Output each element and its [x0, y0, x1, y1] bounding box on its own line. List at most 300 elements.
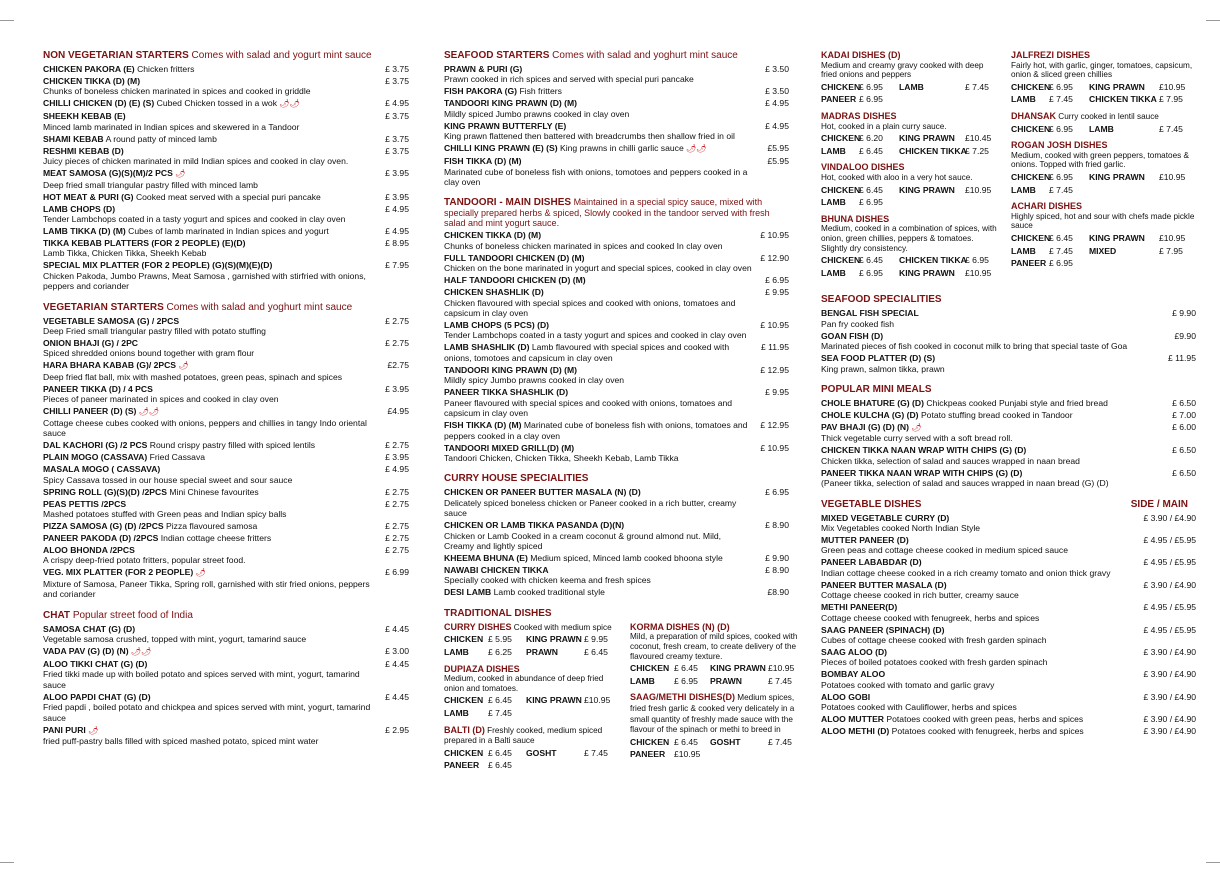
menu-item — [43, 260, 409, 291]
item-name: ALOO TIKKI CHAT (G) (D) — [43, 658, 148, 669]
item-inline-desc: Round crispy pastry filled with spiced lentils — [149, 440, 316, 451]
menu-item — [444, 553, 789, 563]
item-name: MUTTER PANEER (D) — [821, 534, 909, 545]
item-name: CHILLI CHICKEN (D) (E) (S) — [43, 98, 155, 109]
item-name: PEAS PETTIS /2PCS — [43, 498, 127, 509]
dish-variant — [899, 94, 965, 105]
dish-price: £10.95 — [1159, 171, 1186, 182]
dish-price: £10.95 — [584, 695, 611, 706]
item-desc: Deep Fried small triangular pastry filled with potato stuffing — [43, 326, 266, 337]
item-price: £ 9.95 — [765, 287, 789, 298]
dish-price: £ 6.95 — [1049, 123, 1073, 134]
item-price: £ 9.90 — [1172, 308, 1196, 319]
dish-title: MADRAS DISHES — [821, 110, 897, 121]
item-name: CHICKEN TIKKA (D) (M) — [43, 76, 141, 86]
dish-variant: PRAWN — [526, 646, 558, 657]
item-desc: fried puff-pastry balls filled with spiced mashed potato, spiced mint water — [43, 735, 319, 746]
menu-item — [821, 398, 1196, 408]
menu-item — [444, 342, 789, 363]
item-inline-desc: Cubed Chicken tossed in a wok 🌶🌶 — [156, 98, 300, 109]
item-name: TANDOORI KING PRAWN (D) (M) — [444, 364, 578, 375]
dish-variant — [710, 749, 768, 760]
item-name: ALOO GOBI — [821, 691, 871, 702]
item-name: LAMB CHOPS (D) — [43, 203, 116, 214]
item-name: HARA BHARA KABAB (G)/ 2PCS — [43, 360, 177, 371]
item-name: MIXED VEGETABLE CURRY (D) — [821, 512, 950, 523]
dish-variant: KING PRAWN — [899, 267, 955, 278]
item-desc: Minced lamb marinated in Indian spices and skewered in a Tandoor — [43, 121, 300, 132]
item-price: £ 2.75 — [385, 338, 409, 349]
dish-variant: CHICKEN — [1011, 232, 1051, 243]
menu-item — [821, 308, 1196, 329]
traditional-right — [630, 622, 800, 777]
chilli-icon: 🌶 — [279, 99, 290, 109]
item-inline-desc — [909, 422, 922, 432]
item-desc: Vegetable samosa crushed, topped with mint, yogurt, tamarind sauce — [43, 633, 307, 644]
menu-item — [821, 557, 1196, 578]
menu-item — [43, 64, 409, 74]
item-price: £ 2.75 — [385, 532, 409, 543]
chilli-icon: 🌶 — [131, 646, 142, 656]
dish-block — [1011, 140, 1196, 195]
item-desc: King prawn flattened then battered with breadcrumbs then shallow fried in oil — [444, 131, 735, 142]
dish-variant: KING PRAWN — [1089, 171, 1145, 182]
item-inline-desc: Lamb flavoured with special spices and cooked with onions, tomotoes and capsicum in clay oven — [444, 342, 730, 363]
dish-price: £ 6.95 — [859, 197, 883, 208]
item-price: £ 9.90 — [765, 552, 789, 563]
menu-item — [821, 331, 1196, 352]
item-desc: Potatoes cooked with Cauliflower, herbs and spices — [821, 702, 1017, 713]
dish-price-row — [1011, 258, 1196, 269]
item-name: RESHMI KEBAB (D) — [43, 145, 124, 156]
dish-variant — [526, 760, 584, 771]
item-name: ALOO METHI (D) — [821, 726, 890, 737]
item-name: PAV BHAJI (G) (D) (N) — [821, 421, 909, 432]
item-desc: Marinated pieces of fish cooked in coconut milk to bring that special taste of Goa — [821, 341, 1128, 352]
item-desc: Prawn cooked in rich spices and served with special puri pancake — [444, 74, 694, 85]
menu-item — [821, 647, 1196, 668]
dish-variant: PANEER — [821, 94, 857, 105]
menu-item — [43, 646, 409, 657]
dish-variant: PANEER — [1011, 258, 1047, 269]
dish-variant: LAMB — [821, 197, 846, 208]
item-inline-desc — [129, 646, 152, 656]
item-name: VEGETABLE SAMOSA (G) / 2PCS — [43, 315, 180, 326]
dish-price: £ 6.25 — [488, 646, 512, 657]
item-price: £ 3.75 — [385, 76, 409, 86]
menu-item — [444, 287, 789, 318]
dish-price — [965, 197, 999, 208]
dish-price-row — [821, 146, 999, 157]
dish-variant: KING PRAWN — [710, 663, 766, 674]
item-price: £ 3.75 — [385, 64, 409, 74]
item-name: CHICKEN SHASHLIK (D) — [444, 287, 544, 298]
item-name: FISH TIKKA (D) (M) — [444, 156, 522, 167]
column-1 — [43, 50, 409, 746]
dish-variant: CHICKEN — [444, 634, 484, 645]
item-price: £ 3.75 — [385, 133, 409, 144]
item-desc: Cottage cheese cooked in rich butter, creamy sauce — [821, 590, 1019, 601]
item-price: £8.90 — [767, 587, 789, 598]
item-name: PANI PURI — [43, 724, 86, 735]
dish-variant — [1089, 185, 1159, 196]
item-price: £ 3.90 / £4.90 — [1143, 714, 1196, 725]
item-name: FISH TIKKA (D) (M) — [444, 420, 522, 431]
dish-note: Mild, a preparation of mild spices, cooked with coconut, fresh cream, to create delivery of the flavoured creamy texture. — [630, 632, 798, 661]
dish-price-row — [821, 94, 999, 105]
item-price: £ 2.75 — [385, 440, 409, 451]
dish-variant: CHICKEN — [821, 255, 861, 266]
dish-price: £10.95 — [1159, 232, 1186, 243]
item-desc: Chicken on the bone marinated in yogurt and special spices, cooked in clay oven — [444, 263, 752, 274]
dish-price: £ 6.95 — [1049, 258, 1073, 269]
item-desc: (Paneer tikka, selection of salad and sauces wrapped in naan bread (G) (D) — [821, 478, 1109, 489]
item-desc: Mix Vegetables cooked North Indian Style — [821, 522, 981, 533]
dish-price — [584, 708, 616, 719]
dish-variant: CHICKEN — [821, 184, 861, 195]
dish-block — [1011, 111, 1196, 134]
item-price: £ 12.95 — [760, 364, 789, 375]
dish-block — [1011, 201, 1196, 269]
item-price: £4.95 — [387, 406, 409, 417]
item-price: £ 2.75 — [385, 486, 409, 497]
item-price: £ 3.95 — [385, 452, 409, 463]
item-inline-desc: Potatoes cooked with fenugreek, herbs and spices — [891, 726, 1084, 737]
dish-price-row — [444, 634, 616, 645]
dish-note: Medium, cooked with green peppers, tomatoes & onions. Topped with fried garlic. — [1011, 150, 1189, 170]
item-name: KHEEMA BHUNA (E) — [444, 552, 528, 563]
dish-block — [444, 622, 616, 658]
item-name: SEA FOOD PLATTER (D) (S) — [821, 353, 936, 364]
menu-item — [444, 275, 789, 285]
item-name: CHICKEN TIKKA (D) (M) — [444, 230, 542, 241]
dish-price: £ 5.95 — [488, 634, 512, 645]
side-main-label: SIDE / MAIN — [1130, 498, 1188, 510]
curry-dishes-left — [821, 50, 999, 284]
dish-price — [965, 94, 999, 105]
section-title: SEAFOOD SPECIALITIES — [821, 294, 942, 306]
dish-price-row — [821, 197, 999, 208]
item-inline-desc: Fried Cassava — [149, 452, 206, 463]
dish-price-row — [1011, 82, 1196, 93]
item-name: CHOLE KULCHA (G) (D) — [821, 409, 919, 420]
item-desc: Tender Lambchops coated in a tasty yogurt and spices and cooked in clay oven — [444, 330, 747, 341]
item-inline-desc: A round patty of minced lamb — [105, 133, 217, 144]
chilli-icon: 🌶 — [178, 361, 189, 371]
item-price: £ 6.99 — [385, 567, 409, 578]
item-price: £ 4.45 — [385, 623, 409, 634]
menu-item — [821, 726, 1196, 736]
menu-item — [821, 410, 1196, 420]
item-price: £ 3.90 / £4.90 — [1143, 726, 1196, 737]
menu-item — [43, 533, 409, 543]
dish-title: ROGAN JOSH DISHES — [1011, 140, 1108, 151]
section-nonveg — [43, 50, 409, 292]
item-inline-desc: Mini Chinese favourites — [169, 486, 259, 497]
item-name: SPECIAL MIX PLATTER (FOR 2 PEOPLE) (G)(S)(M)(E)(D) — [43, 260, 273, 271]
item-name: BENGAL FISH SPECIAL — [821, 308, 919, 319]
dish-price: £ 6.45 — [674, 663, 698, 674]
item-price: £5.95 — [767, 156, 789, 167]
chilli-icon: 🌶 — [911, 422, 922, 432]
menu-item — [43, 406, 409, 438]
dish-note: Fairly hot, with garlic, ginger, tomatoes, capsicum, onion & sliced green chillies — [1011, 60, 1193, 80]
item-price: £ 3.90 / £4.90 — [1143, 512, 1196, 523]
item-price: £ 4.95 / £5.95 — [1143, 534, 1196, 545]
item-desc: Pieces of paneer marinated in spices and cooked in clay oven — [43, 394, 279, 405]
item-desc: Mildly spicy Jumbo prawns cooked in clay oven — [444, 375, 625, 386]
menu-item — [43, 452, 409, 462]
dish-price-row — [1011, 172, 1196, 183]
dish-price: £ 6.95 — [859, 267, 883, 278]
item-name: LAMB SHASHLIK (D) — [444, 342, 530, 353]
item-price: £ 2.75 — [385, 520, 409, 531]
dish-note: Medium, cooked in abundance of deep fried onion and tomatoes. — [444, 674, 604, 693]
item-name: ALOO PAPDI CHAT (G) (D) — [43, 691, 151, 702]
dish-price-row — [1011, 233, 1196, 244]
dish-variant: CHICKEN — [1011, 81, 1051, 92]
menu-item — [444, 520, 789, 551]
dish-price: £ 6.45 — [488, 695, 512, 706]
item-price: £ 2.95 — [385, 724, 409, 735]
item-name: CHILLI KING PRAWN (E) (S) — [444, 143, 558, 154]
chilli-icon: 🌶 — [289, 99, 300, 109]
menu-item — [43, 98, 409, 109]
item-price: £ 3.75 — [385, 111, 409, 122]
dish-price-row — [1011, 94, 1196, 105]
item-desc: Green peas and cottage cheese cooked in medium spiced sauce — [821, 545, 1068, 556]
dish-variant: GOSHT — [526, 747, 557, 758]
item-price: £ 3.95 — [385, 168, 409, 179]
dish-variant: KING PRAWN — [526, 695, 582, 706]
item-name: VADA PAV (G) (D) (N) — [43, 645, 129, 656]
item-desc: A crispy deep-fried potato fritters, popular street food. — [43, 555, 246, 566]
menu-item — [444, 230, 789, 251]
item-name: GOAN FISH (D) — [821, 330, 884, 341]
item-price: £5.95 — [767, 143, 789, 154]
dish-price: £ 7.45 — [1049, 245, 1073, 256]
dish-price: £ 6.45 — [1049, 232, 1073, 243]
section-title: NON VEGETARIAN STARTERS Comes with salad and yogurt mint sauce — [43, 50, 372, 61]
item-name: CHICKEN PAKORA (E) — [43, 64, 135, 74]
dish-title: VINDALOO DISHES — [821, 162, 905, 173]
item-price: £ 7.00 — [1172, 409, 1196, 420]
item-name: PIZZA SAMOSA (G) (D) /2PCS — [43, 520, 164, 531]
item-name: CHOLE BHATURE (G) (D) — [821, 397, 924, 408]
dish-price-row — [1011, 246, 1196, 257]
section-title: SEAFOOD STARTERS Comes with salad and yoghurt mint sauce — [444, 50, 738, 61]
item-name: MASALA MOGO ( CASSAVA) — [43, 464, 161, 475]
dish-price — [1159, 185, 1193, 196]
menu-item — [43, 204, 409, 225]
item-name: VEG. MIX PLATTER (FOR 2 PEOPLE) — [43, 567, 194, 578]
dish-price-row — [821, 268, 999, 279]
dish-price: £ 7.45 — [965, 81, 989, 92]
item-inline-desc — [176, 360, 189, 370]
dish-title: JALFREZI DISHES — [1011, 50, 1091, 60]
item-desc: Delicately spiced boneless chicken or Paneer cooked in a rich butter, creamy sauce — [444, 497, 737, 519]
item-price: £ 4.95 / £5.95 — [1143, 557, 1196, 568]
item-name: DESI LAMB — [444, 587, 492, 598]
dish-price: £ 7.45 — [1159, 123, 1183, 134]
dish-price-row — [821, 82, 999, 93]
item-name: KING PRAWN BUTTERFLY (E) — [444, 120, 567, 131]
dish-price-row — [821, 133, 999, 144]
item-desc: Tandoori Chicken, Chicken Tikka, Sheekh Kebab, Lamb Tikka — [444, 452, 679, 463]
item-price: £ 12.95 — [760, 420, 789, 431]
item-desc: Pan fry cooked fish — [821, 318, 895, 329]
section-traditional — [444, 607, 798, 777]
dish-variant: LAMB — [444, 707, 469, 718]
curry-dishes-right — [1011, 50, 1196, 284]
item-name: SPRING ROLL (G)(S)(D) /2PCS — [43, 486, 167, 497]
menu-item — [821, 669, 1196, 690]
item-name: HALF TANDOORI CHICKEN (D) (M) — [444, 275, 586, 286]
item-desc: Thick vegetable curry served with a soft bread roll. — [821, 433, 1013, 444]
item-name: SHEEKH KEBAB (E) — [43, 111, 126, 122]
dish-price: £ 7.45 — [488, 707, 512, 718]
menu-item — [43, 464, 409, 485]
dish-block — [821, 111, 999, 156]
dish-price: £ 7.95 — [1159, 94, 1183, 105]
item-price: £ 2.75 — [385, 315, 409, 326]
item-desc: Mashed potatoes stuffed with Green peas and Indian spicy balls — [43, 508, 287, 519]
item-name: FULL TANDOORI CHICKEN (D) (M) — [444, 252, 585, 263]
dish-variant: CHICKEN — [444, 695, 484, 706]
item-desc: Chicken flavoured with special spices and cooked with onions, tomatoes and capsicum in clay oven — [444, 297, 736, 319]
section-title: POPULAR MINI MEALS — [821, 383, 932, 395]
item-name: PANEER LABABDAR (D) — [821, 557, 922, 568]
item-name: PANEER BUTTER MASALA (D) — [821, 579, 947, 590]
dish-variant: LAMB — [821, 145, 846, 156]
section-title: CHAT Popular street food of India — [43, 609, 193, 621]
menu-item — [444, 98, 789, 119]
dish-price-row — [1011, 124, 1196, 135]
dish-title: SAAG/METHI DISHES(D) — [630, 692, 736, 703]
dish-price: £ 7.45 — [1049, 184, 1073, 195]
dish-price: £ 6.95 — [965, 255, 989, 266]
section-title: TANDOORI - MAIN DISHES Maintained in a special spicy sauce, mixed with specially prepared herbs & spiced, Slowly cooked in the tandoor served with fresh salad and mint yogurt sauce. — [444, 197, 770, 229]
item-price: £9.90 — [1174, 330, 1196, 341]
dish-price — [584, 760, 616, 771]
item-desc: Spicy Cassava tossed in our house special sweet and sour sauce — [43, 474, 293, 485]
dish-block — [630, 622, 800, 687]
dish-price-row — [444, 748, 616, 759]
item-name: MEAT SAMOSA (G)(S)(M)/2 PCS — [43, 168, 173, 179]
menu-item — [43, 624, 409, 645]
dish-variant: KING PRAWN — [526, 634, 582, 645]
dish-variant: CHICKEN TIKKA — [899, 145, 967, 156]
item-price: £ 3.90 / £4.90 — [1143, 646, 1196, 657]
item-desc: Mixture of Samosa, Paneer Tikka, Spring roll, garnished with stir fried onions, peppers and coriander — [43, 578, 370, 600]
dish-price-row — [444, 695, 616, 706]
dish-variant: CHICKEN TIKKA — [899, 255, 967, 266]
chilli-icon: 🌶 — [138, 407, 149, 417]
dish-note: Cooked with medium spice — [511, 622, 612, 632]
menu-item — [444, 387, 789, 418]
dish-note: Medium, cooked in a combination of spices, with onion, green chillies, peppers & tomatoes. Slightly dry consistency. — [821, 224, 997, 253]
menu-item — [43, 146, 409, 167]
item-desc: Specially cooked with chicken keema and fresh spices — [444, 575, 651, 586]
chilli-icon: 🌶 — [195, 568, 206, 578]
dish-title: BALTI (D) — [444, 724, 485, 735]
item-name: SAMOSA CHAT (G) (D) — [43, 623, 136, 634]
menu-item — [43, 316, 409, 337]
item-inline-desc: Fish fritters — [519, 86, 562, 97]
dish-title: KORMA DISHES (N) (D) — [630, 621, 730, 632]
menu-item — [43, 360, 409, 382]
menu-item — [821, 602, 1196, 623]
item-price: £ 4.95 / £5.95 — [1143, 602, 1196, 613]
dish-price-row — [444, 647, 616, 658]
dish-price-row — [444, 760, 616, 771]
dish-price-row — [630, 676, 800, 687]
item-desc: Cottage cheese cubes cooked with onions, peppers and chillies in tangy Indo oriental sauce — [43, 417, 367, 439]
section-title: VEGETABLE DISHES SIDE / MAIN — [821, 498, 1188, 510]
item-desc: Deep fried small triangular pastry filled with minced lamb — [43, 179, 258, 190]
menu-item — [821, 714, 1196, 724]
dish-variant: KING PRAWN — [1089, 232, 1145, 243]
item-desc: Potatoes cooked with tomato and garlic gravy — [821, 679, 995, 690]
item-name: PANEER TIKKA (D) / 4 PCS — [43, 383, 153, 394]
section-veg — [43, 302, 409, 600]
dish-variant: CHICKEN — [1011, 123, 1051, 134]
chilli-icon: 🌶 — [141, 646, 152, 656]
item-inline-desc — [193, 567, 206, 577]
menu-item — [821, 353, 1196, 374]
item-price: £ 3.90 / £4.90 — [1143, 579, 1196, 590]
dish-price: £ 7.95 — [1159, 245, 1183, 256]
section-mini-meals — [821, 384, 1196, 489]
item-name: PANEER PAKODA (D) /2PCS — [43, 532, 159, 543]
dish-block — [444, 664, 616, 719]
item-name: FISH PAKORA (G) — [444, 86, 518, 97]
menu-item — [444, 143, 789, 154]
item-desc: Cubes of cottage cheese cooked with fresh garden spinach — [821, 634, 1047, 645]
item-desc: Marinated cube of boneless fish with onions, tomotoes and peppers cooked in a clay oven — [444, 166, 748, 188]
menu-item — [43, 499, 409, 520]
menu-item — [444, 443, 789, 464]
dish-price-row — [630, 749, 800, 760]
dish-block — [821, 162, 999, 207]
item-inline-desc: Lamb cooked traditional style — [493, 587, 605, 598]
menu-item — [43, 168, 409, 190]
item-name: PRAWN & PURI (G) — [444, 64, 523, 74]
item-price: £ 9.95 — [765, 387, 789, 398]
item-price: £ 8.90 — [765, 564, 789, 575]
item-desc: Paneer flavoured with special spices and cooked with onions, tomatoes and capsicum in clay oven — [444, 397, 733, 419]
section-title: CURRY HOUSE SPECIALITIES — [444, 473, 589, 485]
dish-price: £ 6.45 — [488, 747, 512, 758]
item-name: METHI PANEER(D) — [821, 602, 898, 613]
item-price: £ 3.50 — [765, 86, 789, 97]
dish-price: £ 7.25 — [965, 145, 989, 156]
dish-price: £10.95 — [965, 267, 992, 278]
item-inline-desc: King prawns in chilli garlic sauce 🌶🌶 — [560, 143, 707, 154]
dish-variant: LAMB — [1011, 184, 1036, 195]
dish-variant — [899, 197, 965, 208]
item-name: TANDOORI KING PRAWN (D) (M) — [444, 98, 578, 109]
item-name: CHICKEN OR LAMB TIKKA PASANDA (D)(N) — [444, 520, 625, 531]
item-name: DAL KACHORI (G) /2 PCS — [43, 440, 148, 451]
dish-block — [821, 214, 999, 279]
dish-price: £ 7.45 — [768, 675, 792, 686]
menu-item — [444, 365, 789, 386]
item-price: £ 6.50 — [1172, 445, 1196, 456]
dish-price-row — [821, 185, 999, 196]
item-price: £ 6.95 — [765, 275, 789, 286]
item-desc: Fried papdi , boiled potato and chickpea and spices served with mint, yogurt, tamarind sauce — [43, 702, 371, 723]
